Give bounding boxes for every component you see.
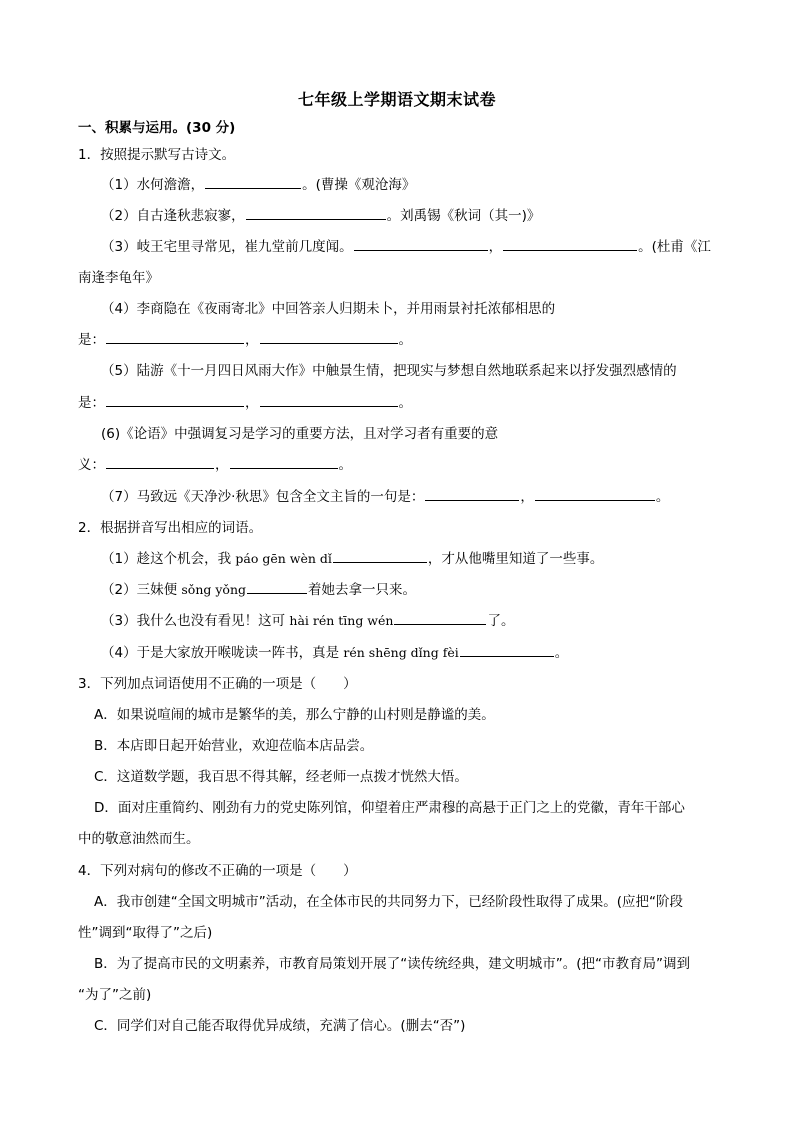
answer-blank[interactable] <box>535 487 655 501</box>
q1-item-2: （2）自古逢秋悲寂寥， 。刘禹锡《秋词（其一)》 <box>101 208 541 224</box>
q2-item-3: （3）我什么也没有看见！这可 hài rén tīng wén 了。 <box>101 613 515 629</box>
answer-blank[interactable] <box>205 175 301 189</box>
q1-item-5: （5）陆游《十一月四日风雨大作》中触景生情，把现实与梦想自然地联系起来以抒发强烈感情的 <box>101 363 677 379</box>
q3-option-d[interactable]: D．面对庄重简约、刚劲有力的党史陈列馆，仰望着庄严肃穆的高悬于正门之上的党徽，青年干部心 <box>94 800 685 816</box>
q1-item-4-cont: 是： ， 。 <box>78 332 412 348</box>
q1-item-3-cont: 南逢李龟年》 <box>78 270 159 286</box>
answer-blank[interactable] <box>247 580 307 594</box>
answer-blank[interactable] <box>503 237 637 251</box>
q4-option-b[interactable]: B．为了提高市民的文明素养，市教育局策划开展了“读传统经典，建文明城市”。(把“市教育局”调到 <box>94 956 691 972</box>
q4-option-b-cont: “为了”之前) <box>78 987 152 1003</box>
q1-item-1: （1）水何澹澹， 。(曹操《观沧海》 <box>101 177 416 193</box>
q3-option-c[interactable]: C．这道数学题，我百思不得其解，经老师一点拨才恍然大悟。 <box>94 769 468 785</box>
answer-blank[interactable] <box>354 237 488 251</box>
answer-blank[interactable] <box>106 393 244 407</box>
question-2-stem: 2．根据拼音写出相应的词语。 <box>78 520 263 536</box>
q2-item-4: （4）于是大家放开喉咙读一阵书，真是 rén shēng dǐng fèi 。 <box>101 645 569 661</box>
q2-item-2: （2）三妹便 sǒng yǒng 着她去拿一只来。 <box>101 582 416 598</box>
q4-option-a-cont: 性”调到“取得了”之后) <box>78 925 213 941</box>
page-title: 七年级上学期语文期末试卷 <box>297 90 496 109</box>
answer-blank[interactable] <box>246 206 386 220</box>
q3-option-b[interactable]: B．本店即日起开始营业，欢迎莅临本店品尝。 <box>94 738 374 754</box>
answer-blank[interactable] <box>106 455 214 469</box>
q1-item-6: (6)《论语》中强调复习是学习的重要方法，且对学习者有重要的意 <box>101 426 499 442</box>
section-heading: 一、积累与运用。(30 分) <box>78 120 236 136</box>
q1-item-6-cont: 义： ， 。 <box>78 457 352 473</box>
answer-blank[interactable] <box>425 487 519 501</box>
q4-option-a[interactable]: A．我市创建“全国文明城市”活动，在全体市民的共同努力下，已经阶段性取得了成果。(应把“阶段 <box>94 894 683 910</box>
answer-blank[interactable] <box>106 330 244 344</box>
q1-item-5-cont: 是： ， 。 <box>78 395 412 411</box>
answer-blank[interactable] <box>460 643 554 657</box>
q3-option-d-cont: 中的敬意油然而生。 <box>78 831 200 847</box>
q1-item-3: （3）岐王宅里寻常见，崔九堂前几度闻。 ， 。(杜甫《江 <box>101 239 711 255</box>
answer-blank[interactable] <box>230 455 338 469</box>
answer-blank[interactable] <box>260 393 398 407</box>
q1-item-4: （4）李商隐在《夜雨寄北》中回答亲人归期未卜，并用雨景衬托浓郁相思的 <box>101 301 556 317</box>
q3-option-a[interactable]: A．如果说喧闹的城市是繁华的美，那么宁静的山村则是静谧的美。 <box>94 707 495 723</box>
q2-item-1: （1）趁这个机会，我 páo gēn wèn dǐ ，才从他嘴里知道了一些事。 <box>101 551 604 567</box>
answer-blank[interactable] <box>394 611 486 625</box>
question-1-stem: 1．按照提示默写古诗文。 <box>78 147 236 163</box>
q4-option-c[interactable]: C．同学们对自己能否取得优异成绩，充满了信心。(删去“否”) <box>94 1018 466 1034</box>
answer-blank[interactable] <box>333 549 427 563</box>
question-3-stem: 3．下列加点词语使用不正确的一项是（ ） <box>78 676 357 692</box>
q1-item-7: （7）马致远《天净沙·秋思》包含全文主旨的一句是： ， 。 <box>101 489 670 505</box>
answer-blank[interactable] <box>260 330 398 344</box>
question-4-stem: 4．下列对病句的修改不正确的一项是（ ） <box>78 863 357 879</box>
